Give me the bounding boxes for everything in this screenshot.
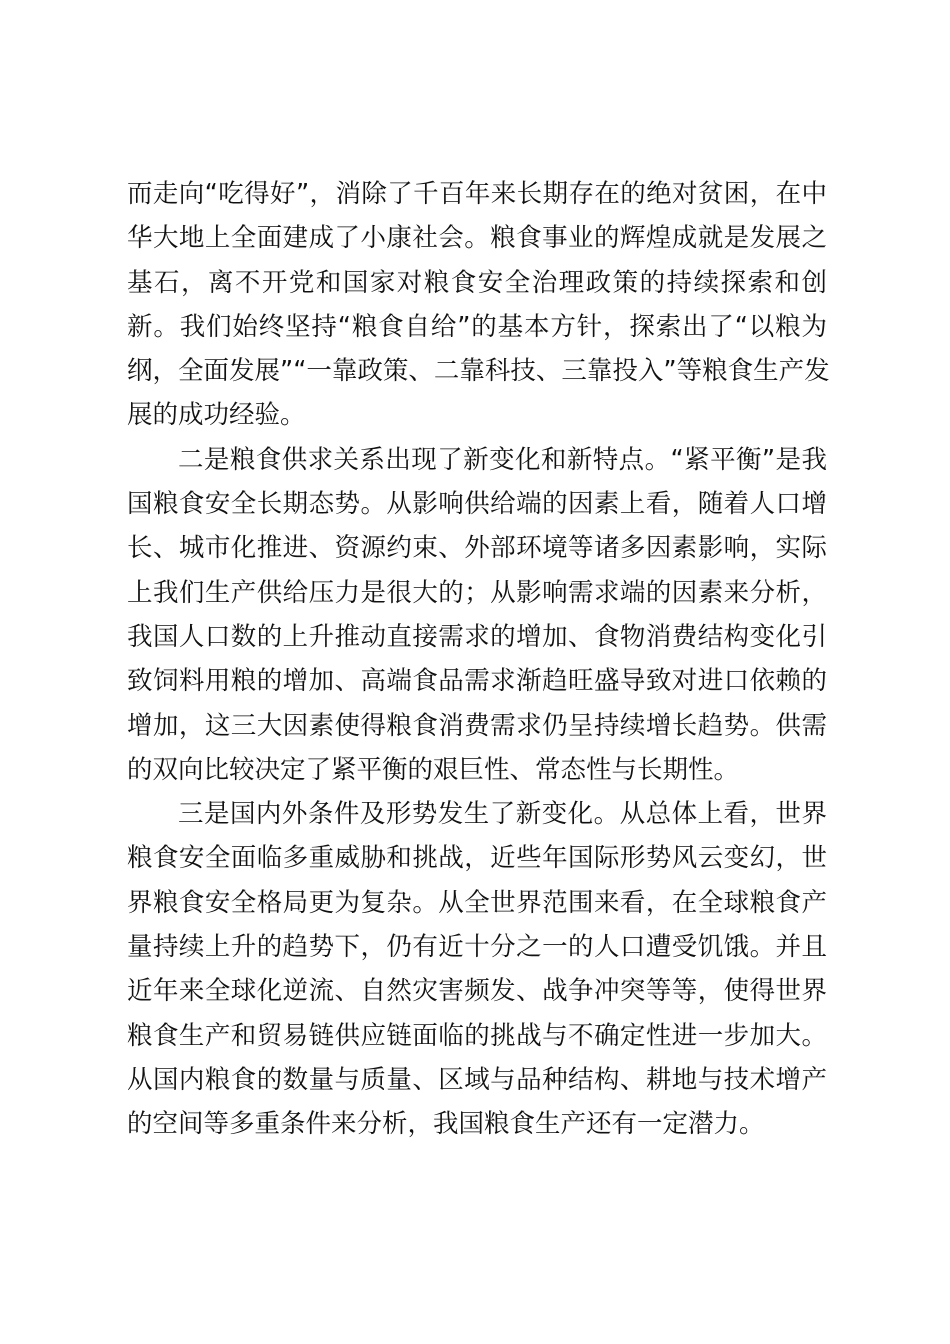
text-line: 界粮食安全格局更为复杂。从全世界范围来看，在全球粮食产 <box>127 887 827 918</box>
text-line: 我国人口数的上升推动直接需求的增加、食物消费结构变化引 <box>127 621 827 652</box>
text-line: 华大地上全面建成了小康社会。粮食事业的辉煌成就是发展之 <box>127 223 827 254</box>
text-line: 近年来全球化逆流、自然灾害频发、战争冲突等等，使得世界 <box>127 976 827 1007</box>
text-line: 粮食安全面临多重威胁和挑战，近些年国际形势风云变幻，世 <box>127 843 827 874</box>
text-line: 粮食生产和贸易链供应链面临的挑战与不确定性进一步加大。 <box>127 1020 827 1051</box>
document-body <box>127 172 830 1147</box>
text-line: 量持续上升的趋势下，仍有近十分之一的人口遭受饥饿。并且 <box>127 932 827 963</box>
text-line: 而走向“吃得好”，消除了千百年来长期存在的绝对贫困，在中 <box>127 179 827 209</box>
text-line: 的空间等多重条件来分析，我国粮食生产还有一定潜力。 <box>127 1109 765 1140</box>
text-line: 从国内粮食的数量与质量、区域与品种结构、耕地与技术增产 <box>127 1064 827 1095</box>
text-line: 新。我们始终坚持“粮食自给”的基本方针，探索出了“以粮为 <box>127 311 827 342</box>
text-line: 长、城市化推进、资源约束、外部环境等诸多因素影响，实际 <box>127 533 827 564</box>
text-line: 基石，离不开党和国家对粮食安全治理政策的持续探索和创 <box>127 267 827 298</box>
text-line: 国粮食安全长期态势。从影响供给端的因素上看，随着人口增 <box>127 489 827 520</box>
text-line: 增加，这三大因素使得粮食消费需求仍呈持续增长趋势。供需 <box>127 710 827 741</box>
text-line: 致饲料用粮的增加、高端食品需求渐趋旺盛导致对进口依赖的 <box>127 666 827 697</box>
text-line: 上我们生产供给压力是很大的；从影响需求端的因素来分析， <box>127 577 827 608</box>
paragraph <box>127 172 830 438</box>
paragraph <box>127 792 827 1146</box>
text-line: 三是国内外条件及形势发生了新变化。从总体上看，世界 <box>178 799 827 830</box>
text-line: 纲，全面发展”“一靠政策、二靠科技、三靠投入”等粮食生产发 <box>127 356 830 387</box>
text-line: 的双向比较决定了紧平衡的艰巨性、常态性与长期性。 <box>127 754 740 785</box>
text-line: 二是粮食供求关系出现了新变化和新特点。“紧平衡”是我 <box>178 444 827 475</box>
text-line: 展的成功经验。 <box>127 400 306 431</box>
paragraph <box>127 438 827 792</box>
